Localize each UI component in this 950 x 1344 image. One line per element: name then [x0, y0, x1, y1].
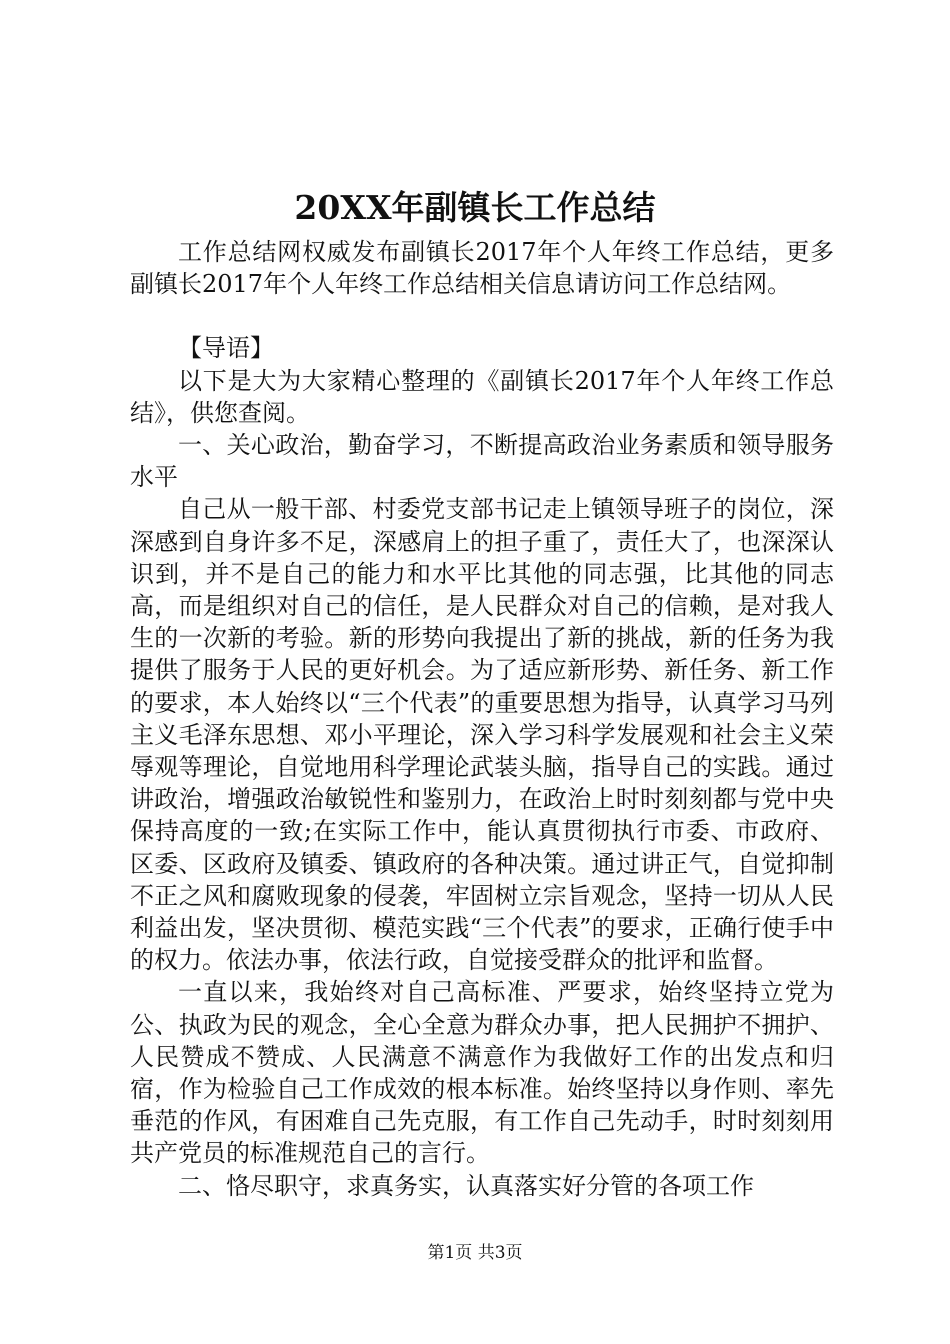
document-title: 20XX年副镇长工作总结 [294, 188, 656, 227]
section-heading-1: 一、关心政治，勤奋学习，不断提高政治业务素质和领导服务水平 [130, 431, 834, 492]
guide-paragraph: 以下是大为大家精心整理的《副镇长2017年个人年终工作总结》，供您查阅。 [130, 366, 834, 427]
page-number-footer: 第1页 共3页 [427, 1243, 523, 1263]
body-paragraph-2: 一直以来，我始终对自己高标准、严要求，始终坚持立党为公、执政为民的观念，全心全意为群众办事，把人民拥护不拥护、人民赞成不赞成、人民满意不满意作为我做好工作的出发点和归宿，作为检验自己工作成效的根本标准。始终坚持以身作则、率先垂范的作风，有困难自己先克服，有工作自己先动手，时时刻刻用共产党员的标准规范自己的言行。 [130, 978, 834, 1168]
document-body [130, 236, 834, 1202]
paragraph-spacer [130, 300, 834, 332]
section-heading-2: 二、恪尽职守，求真务实，认真落实好分管的各项工作 [178, 1171, 754, 1200]
body-paragraph-1: 自己从一般干部、村委党支部书记走上镇领导班子的岗位，深深感到自身许多不足，深感肩上的担子重了，责任大了，也深深认识到，并不是自己的能力和水平比其他的同志强，比其他的同志高，而是组织对自己的信任，是人民群众对自己的信赖，是对我人生的一次新的考验。新的形势向我提出了新的挑战，新的任务为我提供了服务于人民的更好机会。为了适应新形势、新任务、新工作的要求，本人始终以“三个代表”的重要思想为指导，认真学习马列主义毛泽东思想、邓小平理论，深入学习科学发展观和社会主义荣辱观等理论，自觉地用科学理论武装头脑，指导自己的实践。通过讲政治，增强政治敏锐性和鉴别力，在政治上时时刻刻都与党中央保持高度的一致;在实际工作中，能认真贯彻执行市委、市政府、区委、区政府及镇委、镇政府的各种决策。通过讲正气，自觉抑制不正之风和腐败现象的侵袭，牢固树立宗旨观念，坚持一切从人民利益出发，坚决贯彻、模范实践“三个代表”的要求，正确行使手中的权力。依法办事，依法行政，自觉接受群众的批评和监督。 [130, 495, 834, 975]
intro-paragraph: 工作总结网权威发布副镇长2017年个人年终工作总结，更多副镇长2017年个人年终工作总结相关信息请访问工作总结网。 [130, 238, 834, 299]
guide-heading: 【导语】 [178, 334, 274, 363]
